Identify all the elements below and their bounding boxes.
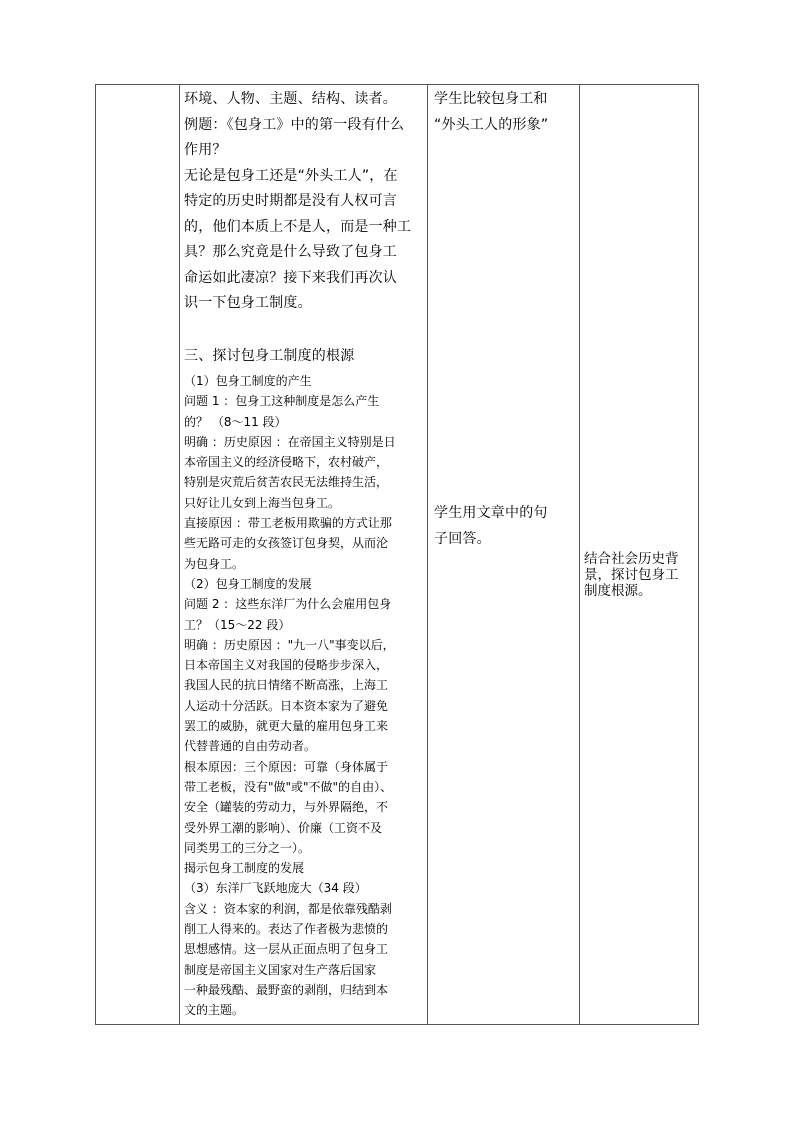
text-line: 罢工的威胁，就更大量的雇用包身工来	[184, 719, 389, 734]
column-divider	[579, 85, 580, 1024]
text-line: 无论是包身工还是“外头工人”，在	[184, 167, 398, 184]
column-divider	[179, 85, 180, 1024]
intro-paragraph	[184, 87, 424, 317]
text-line: 只好让儿女到上海当包身工。	[184, 495, 341, 510]
text-line: 特别是灾荒后贫苦农民无法维持生活，	[184, 475, 389, 490]
text-line: 削工人得来的。表达了作者极为悲愤的	[184, 922, 389, 937]
text-line: 制度根源。	[584, 583, 652, 599]
text-line: （2）包身工制度的发展	[184, 576, 312, 591]
text-line: 学生比较包身工和	[434, 91, 548, 107]
text-line: 结合社会历史背	[584, 551, 679, 567]
text-line: 揭示包身工制度的发展	[184, 861, 305, 876]
text-line: 景，探讨包身工	[584, 567, 679, 583]
text-line: 思想感情。这一层从正面点明了包身工	[184, 942, 389, 957]
text-line: 根本原因：三个原因：可靠（身体属于	[184, 759, 389, 774]
text-line: 受外界工潮的影响）、价廉（工资不及	[184, 820, 383, 835]
text-line: 为包身工。	[184, 556, 245, 571]
text-line: 些无路可走的女孩签订包身契，从而沦	[184, 536, 389, 551]
text-line: 命运如此凄凉？接下来我们再次认	[184, 269, 397, 286]
text-line: 识一下包身工制度。	[184, 295, 312, 311]
section-title: 三、探讨包身工制度的根源	[184, 347, 355, 364]
activity-compare	[434, 87, 548, 138]
text-line: 安全（罐装的劳动力，与外界隔绝，不	[184, 800, 389, 815]
column-divider	[427, 85, 428, 1024]
text-line: 一种最残酷、最野蛮的剥削，归结到本	[184, 982, 389, 997]
text-line: 人运动十分活跃。日本资本家为了避免	[184, 698, 389, 713]
text-line: 问题 2 ：这些东洋厂为什么会雇用包身	[184, 597, 392, 612]
text-line: 特定的历史时期都是没有人权可言	[184, 193, 397, 209]
activity-answer	[434, 501, 548, 552]
text-line: 带工老板，没有"做"或"不做"的自由）、	[184, 779, 393, 794]
text-line: 制度是帝国主义国家对生产落后国家	[184, 962, 377, 977]
text-line: 例题：《包身工》中的第一段有什么	[184, 116, 405, 133]
text-line: 作用？	[184, 142, 227, 158]
text-line: 明确 ：历史原因 ："九一八"事变以后，	[184, 637, 395, 652]
text-line: “外头工人的形象”	[434, 116, 549, 133]
lesson-plan-table	[95, 84, 699, 1025]
text-line: 含义 ：资本家的利润，都是依靠残酷剥	[184, 901, 392, 916]
text-line: 学生用文章中的句	[434, 505, 548, 521]
text-line: 同类男工的三分之一）。	[184, 840, 311, 855]
text-line: （3）东洋厂飞跃地庞大（34 段）	[184, 881, 367, 896]
section-details	[184, 371, 424, 1021]
text-line: 明确 ：历史原因 ：在帝国主义特别是日	[184, 434, 396, 449]
text-line: 子回答。	[434, 530, 491, 547]
design-intent-text	[584, 551, 679, 599]
text-line: （1）包身工制度的产生	[184, 374, 312, 388]
text-line: 代替普通的自由劳动者。	[184, 739, 317, 754]
text-line: 的，他们本质上不是人，而是一种工	[184, 218, 412, 235]
teaching-content-cell	[184, 85, 424, 1021]
text-line: 环境、人物、主题、结构、读者。	[184, 91, 397, 107]
text-line: 日本帝国主义对我国的侵略步步深入，	[184, 658, 389, 673]
text-line: 我国人民的抗日情绪不断高涨，上海工	[184, 678, 389, 693]
text-line: 工？（15～22 段）	[184, 617, 291, 632]
text-line: 本帝国主义的经济侵略下，农村破产，	[184, 455, 389, 470]
text-line: 的？ （8～11 段）	[184, 414, 287, 429]
text-line: 文的主题。	[184, 1003, 245, 1018]
text-line: 问题 1 ：包身工这种制度是怎么产生	[184, 394, 380, 409]
text-line: 直接原因 ：带工老板用欺骗的方式让那	[184, 516, 392, 531]
text-line: 具？那么究竟是什么导致了包身工	[184, 244, 397, 260]
